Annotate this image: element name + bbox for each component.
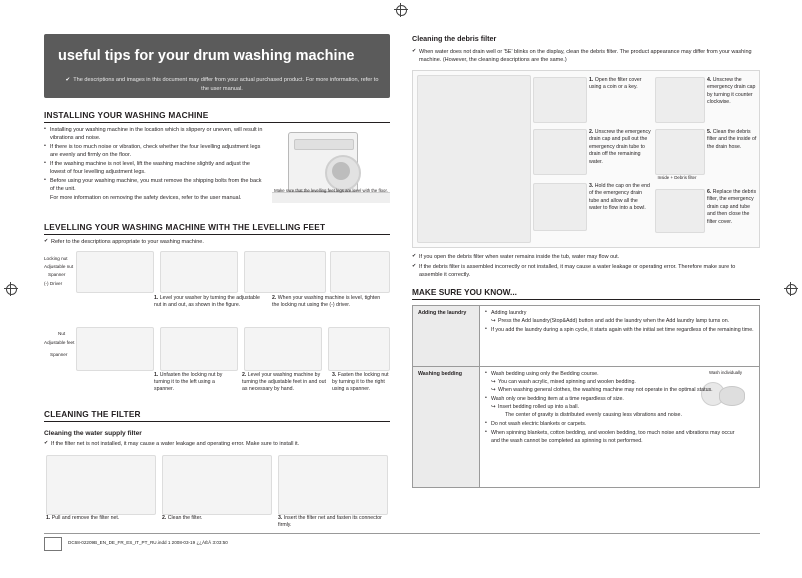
debris-check: ✔ When water does not drain well or '5E' blinks on the display, clean the debris filter. The product appearance may differ from your washing machine. (However, the cleaning descriptions are the same.) [412, 48, 760, 65]
list-item: • Do not wash electric blankets or carpets. [485, 421, 743, 429]
callout-adjustable-nut: Adjustable nut [44, 264, 74, 270]
debris-figure-4 [655, 77, 705, 123]
washer-floor [272, 192, 390, 203]
list-item: • Wash only one bedding item at a time regardless of size. ↪ Insert bedding rolled up into a ball. The center of gravity is distributed evenly causing less vibrations and noise. [485, 396, 743, 420]
footer-divider [44, 533, 760, 534]
debris-figure-6 [655, 189, 705, 233]
table-row [413, 367, 760, 488]
registration-mark-right [784, 282, 798, 296]
page-title: useful tips for your drum washing machine [58, 48, 355, 64]
row-label-adding-laundry: Adding the laundry [413, 306, 480, 367]
debris-steps-grid [412, 70, 760, 248]
list-item: • Adding laundry ↪ Press the Add laundry(Stop&Add) button and add the laundry when the Add laundry lamp turns on. [485, 310, 754, 326]
callout-adjustable-feet: Adjustable feet [44, 340, 75, 346]
right-column [412, 34, 760, 488]
filter-figure-3 [278, 455, 388, 515]
row-content-washing-bedding [480, 367, 760, 488]
debris-figure-1 [533, 77, 587, 123]
debris-step-3: 3. Hold the cap on the end of the emergency drain tube and allow all the water to flow into a bowl. [589, 182, 650, 212]
levelling-step-1: 1. Level your washer by turning the adjustable nut in and out, as shown in the figure. [154, 295, 260, 309]
debris-figure-5 [655, 129, 705, 175]
installing-bullets [44, 126, 264, 202]
left-column [44, 34, 390, 533]
section-heading-installing: INSTALLING YOUR WASHING MACHINE [44, 110, 390, 123]
installing-text [44, 126, 264, 202]
washer-control-panel [294, 139, 354, 150]
section-heading-cleaning-filter: CLEANING THE FILTER [44, 409, 390, 422]
section-heading-levelling: LEVELLING YOUR WASHING MACHINE WITH THE LEVELLING FEET [44, 222, 390, 235]
debris-step-4: 4. Unscrew the emergency drain cap by turning it counter clockwise. [707, 76, 756, 106]
levelling-figure-2b [160, 327, 238, 371]
banner-note [62, 76, 382, 93]
debris-figure-3 [533, 183, 587, 231]
make-sure-you-know-table [412, 305, 760, 488]
levelling2-step-3: 3. Fasten the locking nut by turning it to the right using a spanner. [332, 372, 389, 393]
list-item: • Installing your washing machine in the location which is slippery or uneven, will result in vibrations and noise. [44, 126, 264, 143]
levelling-figure-2c [244, 327, 322, 371]
sub-item: ↪ Press the Add laundry(Stop&Add) button and add the laundry when the Add laundry lamp turns on. [491, 318, 754, 326]
row-label-washing-bedding: Washing bedding [413, 367, 480, 488]
list-item: • Before using your washing machine, you must remove the shipping bolts from the back of the unit. For more information on removing the safety devices, refer to the user manual. [44, 177, 264, 202]
washer-body [288, 132, 358, 192]
footer-box [44, 537, 62, 551]
levelling-figure-1d [330, 251, 390, 293]
filter-check: ✔ If the filter net is not installed, it may cause a water leakage and operating error. Make sure to install it. [44, 440, 390, 448]
table-row [413, 306, 760, 367]
levelling-figure-1c [244, 251, 326, 293]
debris-after-check-2: ✔ If the debris filter is assembled incorrectly or not installed, it may cause a water leakage or operating error. Therefore make sure to assemble it correctly. [412, 263, 760, 280]
debris-product-illustration [417, 75, 531, 243]
levelling-step-2: 2. When your washing machine is level, tighten the locking nut using the (-) driver. [272, 295, 381, 309]
levelling-figure-1a [76, 251, 154, 293]
callout-minus-driver: (-) Driver [44, 281, 63, 287]
inside-debris-filter-label: Inside + Debris filter [657, 174, 697, 180]
levelling-row-2 [44, 327, 390, 393]
washing-machine-illustration [272, 130, 390, 210]
washer-door [325, 155, 361, 191]
sub-item-note: The center of gravity is distributed evenly causing less vibrations and noise. [505, 411, 682, 418]
section-heading-debris-filter: Cleaning the debris filter [412, 34, 497, 43]
footer-text: DC68-02209B_EN_DE_FR_ES_IT_PT_RU.indd 1 2008-03-19 ¿¿ÀÈÂ 3:03:50 [68, 540, 228, 545]
levelling-figure-2a [76, 327, 154, 371]
levelling-figure-1b [160, 251, 238, 293]
section-heading-make-sure-you-know: MAKE SURE YOU KNOW... [412, 287, 760, 300]
sub-item: ↪ Insert bedding rolled up into a ball. [491, 404, 743, 412]
sub-item: ↪ You can wash acrylic, mixed spinning and woolen bedding. [491, 379, 743, 387]
filter-step-1: 1. Pull and remove the filter net. [46, 514, 120, 521]
page-banner [44, 34, 390, 98]
filter-step-2: 2. Clean the filter. [162, 514, 203, 521]
banner-note-text: The descriptions and images in this document may differ from your actual purchased product. For more information, refer to the user manual. [73, 77, 379, 92]
callout-nut: Nut [58, 331, 66, 337]
levelling-row-1 [44, 251, 390, 313]
subheading-water-supply-filter: Cleaning the water supply filter [44, 430, 142, 438]
list-item: • If there is too much noise or vibration, check whether the four levelling adjustment legs are evenly and firmly on the floor. [44, 143, 264, 160]
wash-individually-label: Wash individually [709, 370, 743, 376]
callout-spanner: Spanner [48, 272, 66, 278]
check-icon: ✔ [65, 77, 71, 83]
row-content-adding-laundry [480, 306, 760, 367]
installing-block [44, 126, 390, 218]
sub-item: ↪ When washing general clothes, the washing machine may not operate in the optimal status. [491, 387, 743, 395]
debris-after-check-1: ✔ If you open the debris filter when water remains inside the tub, water may flow out. [412, 253, 760, 261]
levelling-check: ✔ Refer to the descriptions appropriate to your washing machine. [44, 238, 390, 246]
filter-step-3: 3. Insert the filter net and fasten its connector firmly. [278, 514, 382, 528]
callout-spanner-2: Spanner [50, 352, 68, 358]
debris-figure-2 [533, 129, 587, 175]
installing-extra-line: For more information on removing the safety devices, refer to the user manual. [50, 194, 242, 201]
washer-caption: Make sure that the levelling feet legs are level with the floor. [274, 188, 388, 193]
filter-steps-row [44, 455, 390, 533]
levelling2-step-2: 2. Level your washing machine by turning the adjustable feet in and out as necessary by hand. [242, 372, 326, 393]
debris-step-1: 1. Open the filter cover using a coin or a key. [589, 76, 642, 91]
levelling-figure-2d [328, 327, 390, 371]
levelling2-step-1: 1. Unfasten the locking nut by turning it to the left using a spanner. [154, 372, 223, 393]
list-item: • Wash bedding using only the Bedding course. ↪ You can wash acrylic, mixed spinning and woolen bedding. ↪ When washing general clothes, the washing machine may not operate in the optimal status. [485, 371, 743, 395]
debris-step-2: 2. Unscrew the emergency drain cap and pull out the emergency drain tube to drain off the remaining water. [589, 128, 651, 165]
debris-step-6: 6. Replace the debris filter, the emergency drain cap and tube and then close the filter cover. [707, 188, 757, 225]
list-item: • If the washing machine is not level, lift the washing machine slightly and adjust the lowest of four levelling adjustment legs. [44, 160, 264, 177]
filter-figure-2 [162, 455, 272, 515]
debris-step-5: 5. Clean the debris filter and the inside of the drain hose. [707, 128, 757, 150]
registration-mark-top [394, 3, 408, 17]
list-item: • If you add the laundry during a spin cycle, it starts again with the initial set time regardless of the remaining time. [485, 327, 754, 335]
list-item: • When spinning blankets, cotton bedding, and woolen bedding, too much noise and vibrations may occur and the wash cannot be completed as spinning is not performed. [485, 430, 743, 446]
callout-locking-nut: Locking nut [44, 256, 68, 262]
filter-figure-1 [46, 455, 156, 515]
registration-mark-left [4, 282, 18, 296]
